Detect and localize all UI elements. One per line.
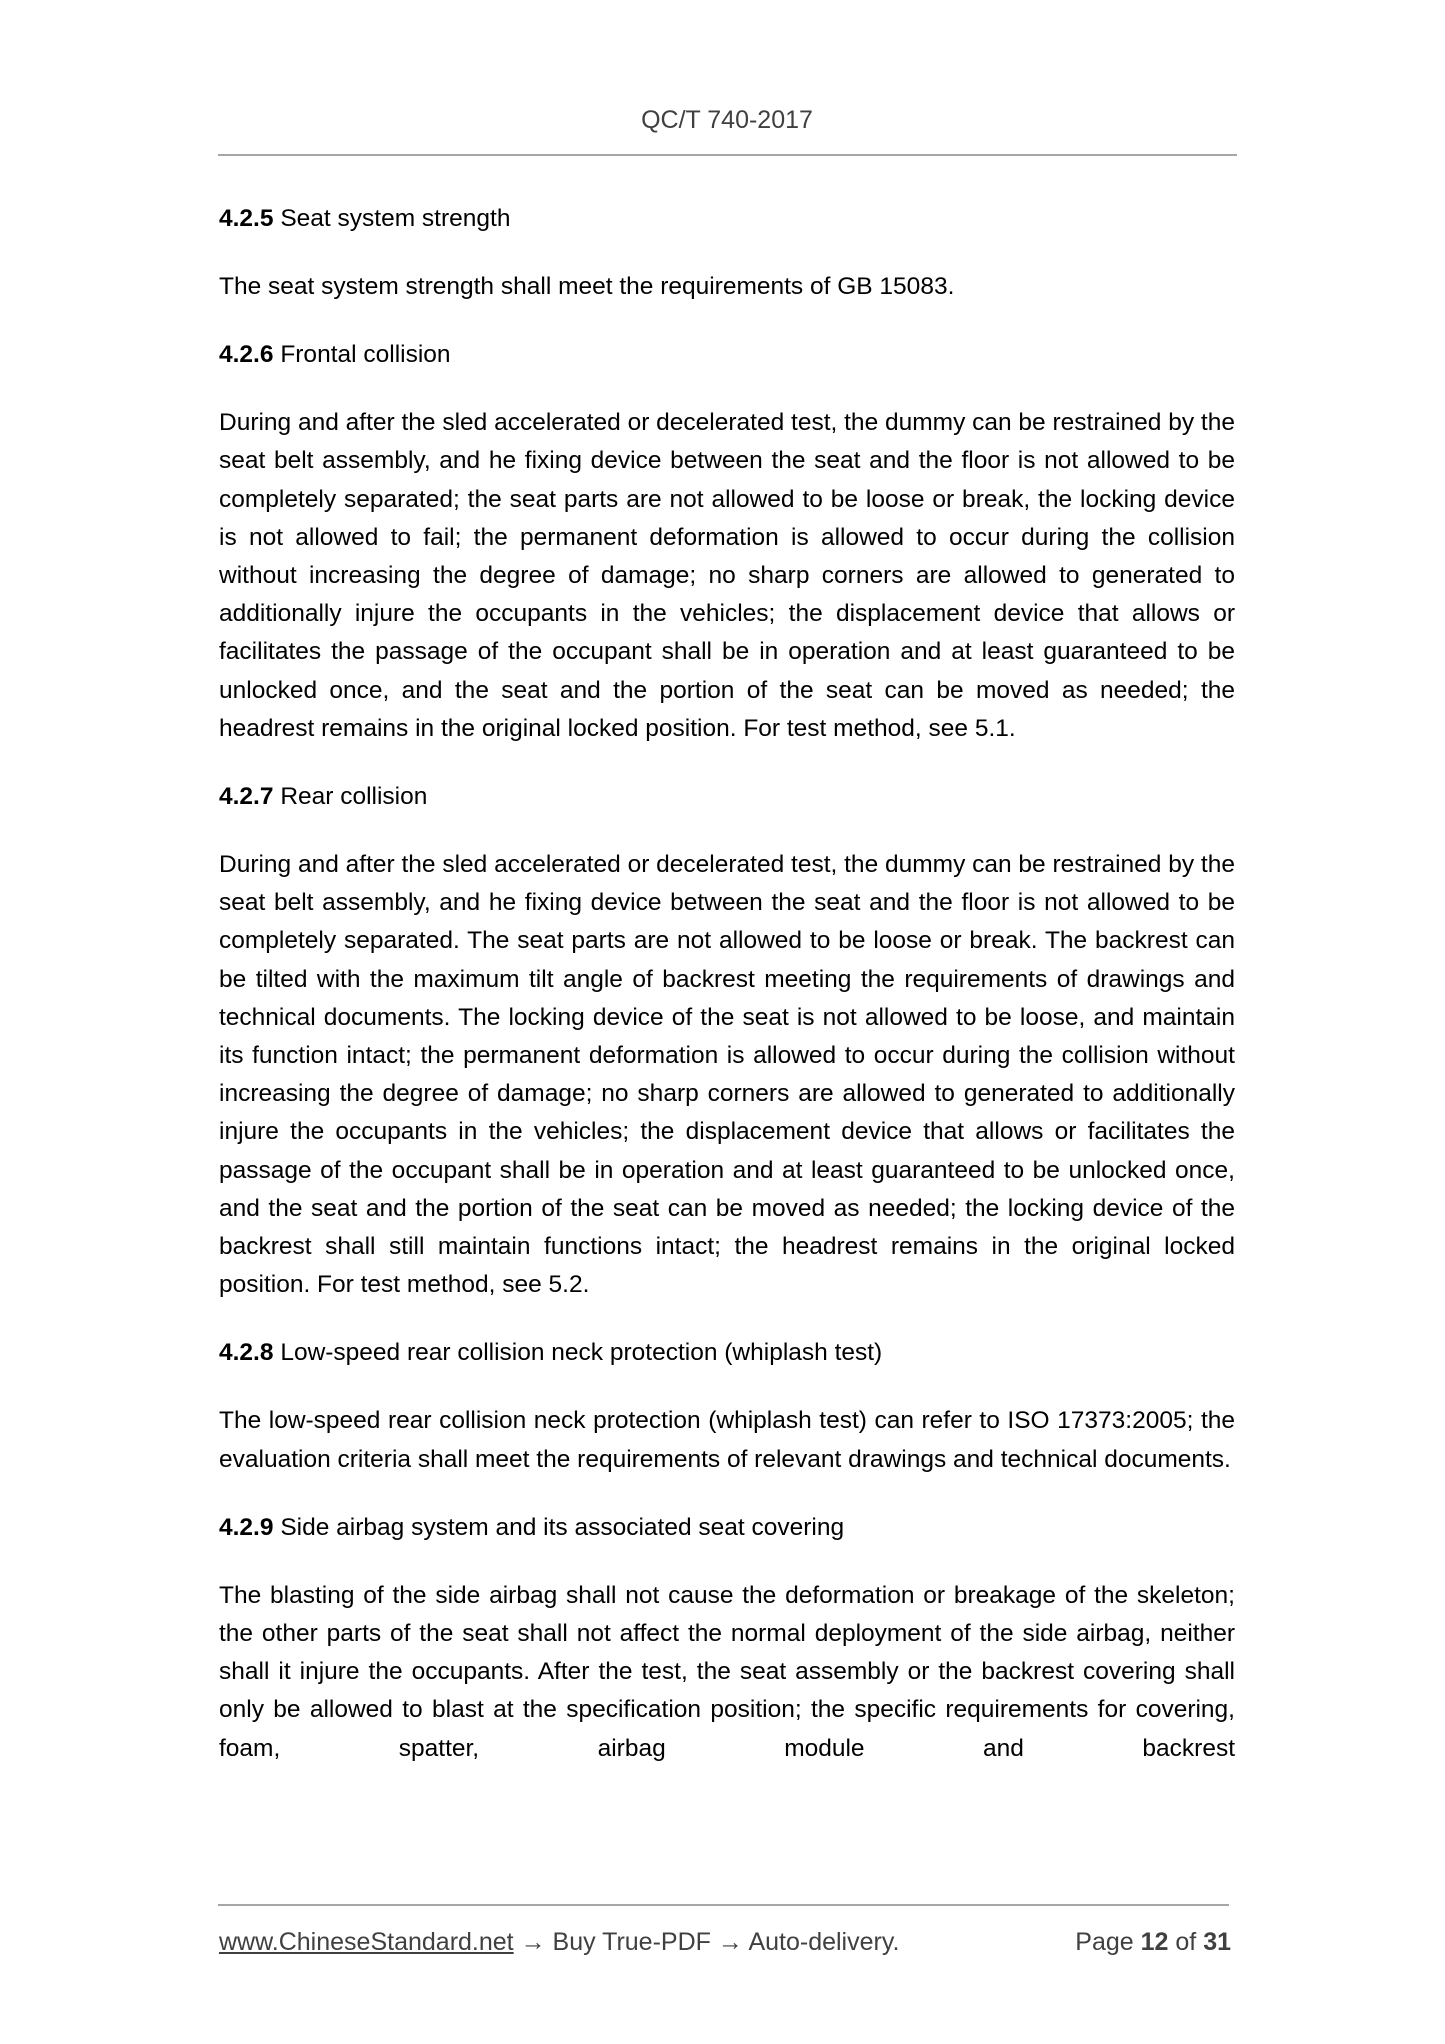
page-content	[219, 200, 1235, 1798]
section-title: Side airbag system and its associated seat covering	[280, 1513, 845, 1541]
arrow-right-icon: →	[717, 1928, 743, 1956]
footer-divider	[218, 1904, 1229, 1906]
footer-step-delivery: Auto-delivery.	[748, 1928, 900, 1956]
section-4-2-8	[219, 1334, 1235, 1478]
section-heading	[219, 200, 1235, 238]
footer-promo	[219, 1926, 899, 1958]
header-divider	[218, 154, 1237, 156]
page-current: 12	[1140, 1928, 1169, 1956]
page-label: Page	[1075, 1928, 1134, 1956]
arrow-right-icon: →	[520, 1928, 546, 1956]
page-footer	[219, 1926, 1231, 1960]
website-link[interactable]: www.ChineseStandard.net	[219, 1928, 514, 1956]
section-heading	[219, 1334, 1235, 1372]
section-heading	[219, 336, 1235, 374]
section-number: 4.2.6	[219, 341, 274, 369]
running-header: QC/T 740-2017	[641, 106, 813, 134]
section-body: During and after the sled accelerated or decelerated test, the dummy can be restrained by the seat belt assembly, and he fixing device between the seat and the floor is not allowed to be completely separated. The seat parts are not allowed to be loose or break. The backrest can be tilted with the maximum tilt angle of backrest meeting the requirements of drawings and technical documents. The locking device of the seat is not allowed to be loose, and maintain its function intact; the permanent deformation is allowed to occur during the collision without increasing the degree of damage; no sharp corners are allowed to generated to additionally injure the occupants in the vehicles; the displacement device that allows or facilitates the passage of the occupant shall be in operation and at least guaranteed to be unlocked once, and the seat and the portion of the seat can be moved as needed; the locking device of the backrest shall still maintain functions intact; the headrest remains in the original locked position. For test method, see 5.2.	[219, 851, 1235, 1299]
section-4-2-5	[219, 200, 1235, 306]
section-4-2-7	[219, 778, 1235, 1304]
section-number: 4.2.7	[219, 783, 274, 811]
section-number: 4.2.9	[219, 1513, 274, 1541]
page-number	[1075, 1926, 1231, 1958]
section-heading	[219, 778, 1235, 816]
section-body: The seat system strength shall meet the requirements of GB 15083.	[219, 273, 955, 300]
of-label: of	[1175, 1928, 1197, 1956]
section-body: During and after the sled accelerated or decelerated test, the dummy can be restrained by the seat belt assembly, and he fixing device between the seat and the floor is not allowed to be completely separated; the seat parts are not allowed to be loose or break, the locking device is not allowed to fail; the permanent deformation is allowed to occur during the collision without increasing the degree of damage; no sharp corners are allowed to generated to additionally injure the occupants in the vehicles; the displacement device that allows or facilitates the passage of the occupant shall be in operation and at least guaranteed to be unlocked once, and the seat and the portion of the seat can be moved as needed; the headrest remains in the original locked position. For test method, see 5.1.	[219, 409, 1235, 742]
section-heading	[219, 1509, 1235, 1547]
section-number: 4.2.5	[219, 205, 274, 232]
section-4-2-9	[219, 1509, 1235, 1768]
section-4-2-6	[219, 336, 1235, 748]
footer-step-buy: Buy True-PDF	[552, 1928, 711, 1956]
page-total: 31	[1203, 1928, 1231, 1956]
section-body: The blasting of the side airbag shall not cause the deformation or breakage of the skeleton; the other parts of the seat shall not affect the normal deployment of the side airbag, neither shall it injure the occupants. After the test, the seat assembly or the backrest covering shall only be allowed to blast at the specification position; the specific requirements for covering, foam, spatter, airbag module and backrest	[219, 1581, 1235, 1762]
section-title: Rear collision	[280, 783, 428, 811]
section-title: Seat system strength	[280, 205, 511, 232]
section-title: Frontal collision	[280, 341, 451, 369]
section-title: Low-speed rear collision neck protection (whiplash test)	[280, 1339, 883, 1367]
section-number: 4.2.8	[219, 1339, 274, 1367]
section-body: The low-speed rear collision neck protection (whiplash test) can refer to ISO 17373:2005; the evaluation criteria shall meet the requirements of relevant drawings and technical documents.	[219, 1407, 1235, 1473]
